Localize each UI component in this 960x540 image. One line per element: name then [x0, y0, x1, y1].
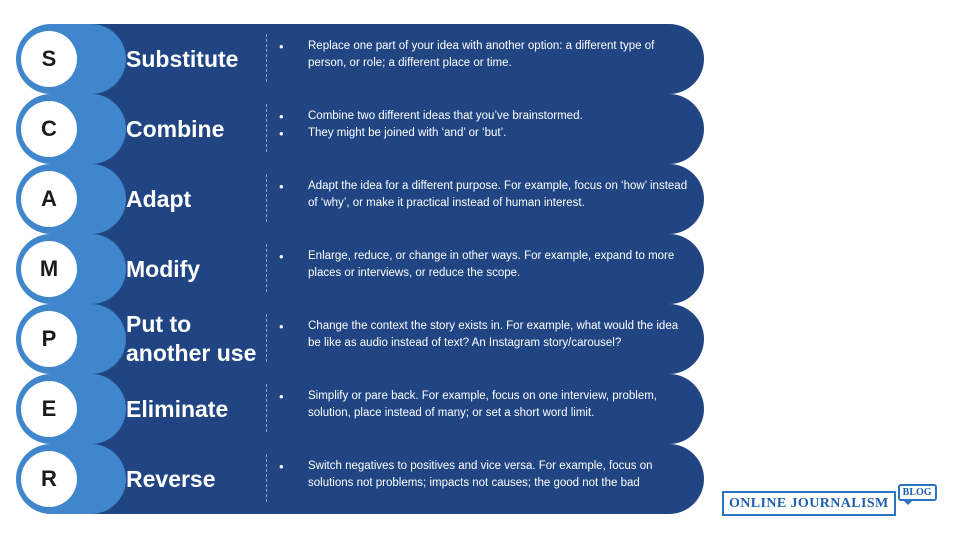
online-journalism-blog-logo [722, 487, 937, 516]
step-description [278, 440, 688, 510]
scamper-list [16, 24, 704, 514]
step-letter: P [21, 311, 77, 367]
step-divider [266, 384, 267, 432]
step-description [278, 230, 688, 300]
step-row-s [16, 24, 704, 94]
step-description [278, 20, 688, 90]
step-title: Eliminate [126, 395, 229, 422]
step-divider [266, 244, 267, 292]
step-divider [266, 34, 267, 82]
step-bullet: • They might be joined with ‘and’ or ‘but’. [278, 125, 688, 142]
step-title: Reverse [126, 465, 216, 492]
step-row-p [16, 304, 704, 374]
step-letter: R [21, 451, 77, 507]
step-description [278, 90, 688, 160]
step-letter: C [21, 101, 77, 157]
step-letter: A [21, 171, 77, 227]
step-bullet: • Switch negatives to positives and vice versa. For example, focus on solutions not problems; impacts not causes; the good not the bad [278, 458, 688, 492]
step-title: Combine [126, 115, 225, 142]
logo-blog-speech-bubble-icon: BLOG [898, 484, 937, 501]
step-title: Adapt [126, 185, 192, 212]
step-divider [266, 454, 267, 502]
step-divider [266, 314, 267, 362]
step-bullet: • Adapt the idea for a different purpose. For example, focus on ‘how’ instead of ‘why’, or make it practical instead of human interest. [278, 178, 688, 212]
step-description [278, 300, 688, 370]
step-row-c [16, 94, 704, 164]
step-title: Put to another use [126, 311, 257, 366]
step-letter: S [21, 31, 77, 87]
step-row-a [16, 164, 704, 234]
step-bullet: • Combine two different ideas that you’ve brainstormed. [278, 108, 688, 125]
step-title: Modify [126, 255, 201, 282]
step-title: Substitute [126, 45, 239, 72]
logo-wordmark: ONLINE JOURNALISM [722, 491, 896, 516]
step-bullet: • Simplify or pare back. For example, focus on one interview, problem, solution, place instead of many; or set a short word limit. [278, 388, 688, 422]
step-bullet: • Change the context the story exists in. For example, what would the idea be like as audio instead of text? An Instagram story/carousel? [278, 318, 688, 352]
step-row-e [16, 374, 704, 444]
step-letter: E [21, 381, 77, 437]
step-divider [266, 104, 267, 152]
step-row-m [16, 234, 704, 304]
step-letter: M [21, 241, 77, 297]
step-bullet: • Replace one part of your idea with another option: a different type of person, or role; a different place or time. [278, 38, 688, 72]
step-description [278, 160, 688, 230]
step-row-r [16, 444, 704, 514]
step-bullet: • Enlarge, reduce, or change in other ways. For example, expand to more places or interviews, or reduce the scope. [278, 248, 688, 282]
step-divider [266, 174, 267, 222]
step-description [278, 370, 688, 440]
